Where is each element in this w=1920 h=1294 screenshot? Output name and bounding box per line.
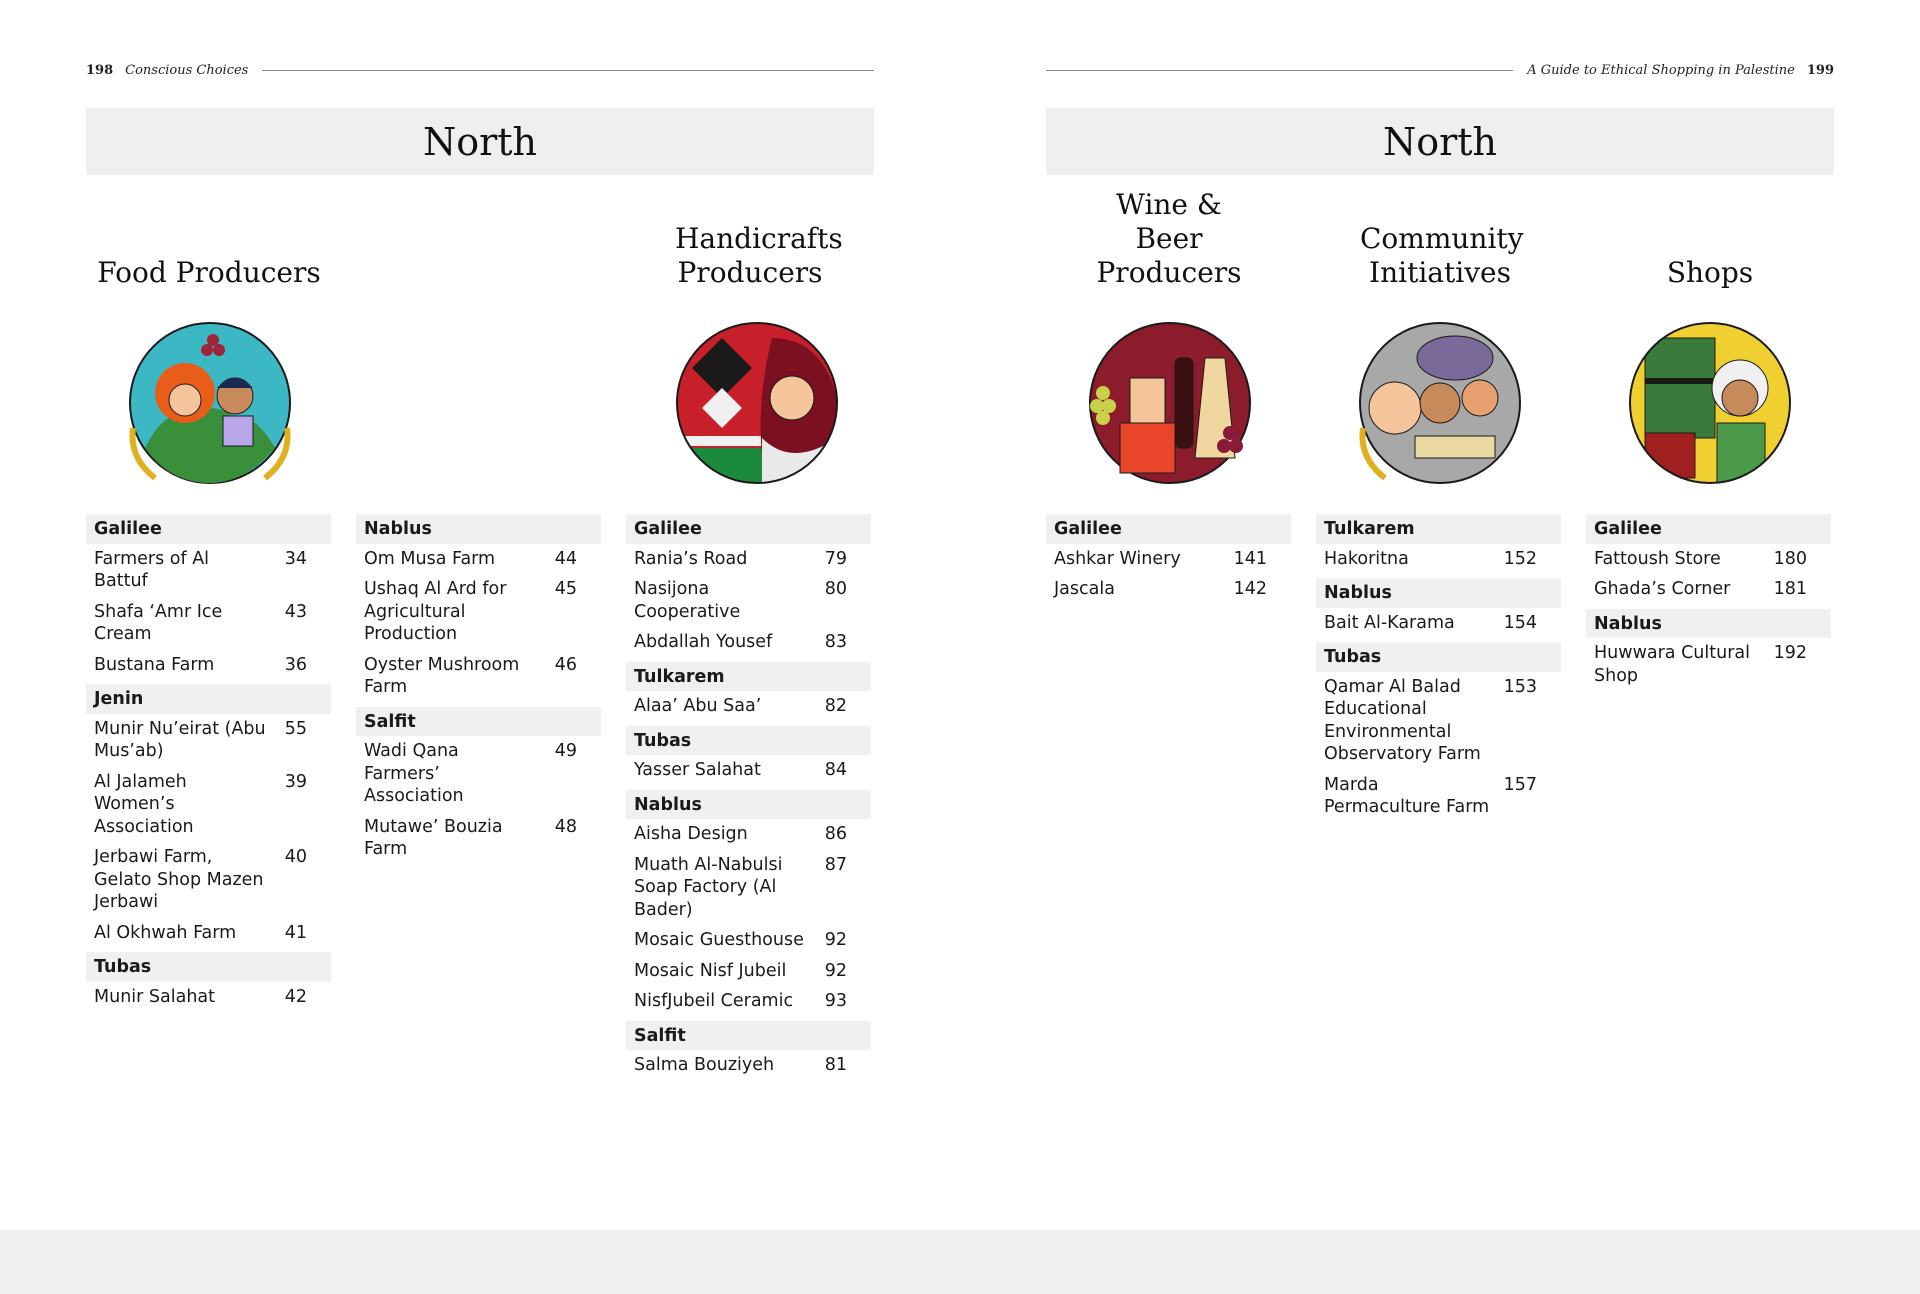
region-header: Nablus (1316, 578, 1561, 608)
left-page-number: 198 (86, 62, 114, 78)
list-item[interactable]: Bustana Farm 36 (94, 654, 307, 675)
region-group (1316, 642, 1561, 819)
region-header: Tubas (1316, 642, 1561, 672)
left-page (0, 0, 960, 1230)
list-item[interactable]: Ghada’s Corner 181 (1594, 579, 1807, 599)
list-item[interactable]: Muath Al-Nabulsi Soap Factory (Al Bader) 87 (634, 854, 847, 920)
list-item[interactable]: Fattoush Store 180 (1594, 548, 1807, 569)
footer-band (0, 1230, 1920, 1294)
list-item[interactable]: Nasijona Cooperative 80 (634, 579, 847, 622)
list-item[interactable]: Mutawe’ Bouzia Farm 48 (364, 816, 577, 859)
category-title-community: Community Initiatives (1360, 222, 1524, 289)
list-item[interactable]: Wadi Qana Farmers’ Association 49 (364, 741, 577, 806)
region-title: North (1382, 119, 1498, 164)
wine-beer-illustration (1085, 318, 1255, 488)
left-column-3 (626, 514, 871, 1085)
list-item[interactable]: Huwwara Cultural Shop 192 (1594, 643, 1807, 686)
right-column-3 (1586, 514, 1831, 695)
list-item[interactable]: NisfJubeil Ceramic 93 (634, 991, 847, 1011)
region-header: Nablus (626, 790, 871, 820)
list-item[interactable]: Mosaic Nisf Jubeil 92 (634, 960, 847, 981)
region-group (626, 1021, 871, 1077)
region-header: Salfit (626, 1021, 871, 1051)
right-book-title: A Guide to Ethical Shopping in Palestine (1527, 62, 1795, 78)
list-item[interactable]: Munir Salahat 42 (94, 986, 307, 1007)
region-group (1046, 514, 1291, 601)
region-group (356, 707, 601, 861)
region-header: Tulkarem (626, 662, 871, 692)
region-banner (86, 108, 874, 175)
region-group (626, 790, 871, 1013)
left-column-1 (86, 514, 331, 1016)
shops-illustration (1625, 318, 1795, 488)
list-item[interactable]: Shafa ‘Amr Ice Cream 43 (94, 601, 307, 644)
list-item[interactable]: Al Okhwah Farm 41 (94, 922, 307, 943)
list-item[interactable]: Jerbawi Farm, Gelato Shop Mazen Jerbawi 40 (94, 847, 307, 912)
region-header: Galilee (1586, 514, 1831, 544)
list-item[interactable]: Marda Permaculture Farm 157 (1324, 774, 1537, 817)
region-banner (1046, 108, 1834, 175)
region-group (86, 952, 331, 1008)
list-item[interactable]: Ashkar Winery 141 (1054, 548, 1267, 569)
category-title-food-producers: Food Producers (97, 256, 321, 289)
right-page-number: 199 (1806, 62, 1834, 78)
region-group (626, 726, 871, 782)
region-header: Nablus (356, 514, 601, 544)
list-item[interactable]: Qamar Al Balad Educational Environmental Observatory Farm 153 (1324, 676, 1537, 764)
region-header: Jenin (86, 684, 331, 714)
region-group (1586, 514, 1831, 601)
list-item[interactable]: Ushaq Al Ard for Agricultural Production 45 (364, 579, 577, 644)
category-title-shops: Shops (1666, 256, 1754, 289)
category-title-wine-beer: Wine & Beer Producers (1096, 188, 1242, 289)
region-header: Galilee (626, 514, 871, 544)
region-group (626, 662, 871, 718)
region-header: Galilee (1046, 514, 1291, 544)
region-header: Salfit (356, 707, 601, 737)
region-header: Tubas (626, 726, 871, 756)
right-column-1 (1046, 514, 1291, 609)
region-header: Tulkarem (1316, 514, 1561, 544)
list-item[interactable]: Munir Nu’eirat (Abu Mus’ab) 55 (94, 718, 307, 761)
region-title: North (422, 119, 538, 164)
region-group (626, 514, 871, 654)
region-header: Nablus (1586, 609, 1831, 639)
list-item[interactable]: Jascala 142 (1054, 579, 1267, 599)
region-group (356, 514, 601, 699)
region-group (1316, 514, 1561, 570)
list-item[interactable]: Al Jalameh Women’s Association 39 (94, 771, 307, 837)
list-item[interactable]: Mosaic Guesthouse 92 (634, 930, 847, 950)
list-item[interactable]: Rania’s Road 79 (634, 548, 847, 569)
header-rule (1046, 70, 1513, 71)
region-group (1586, 609, 1831, 688)
list-item[interactable]: Aisha Design 86 (634, 824, 847, 844)
region-header: Tubas (86, 952, 331, 982)
food-producers-illustration (125, 318, 295, 488)
category-title-handicrafts: Handicrafts Producers (675, 222, 843, 289)
region-header: Galilee (86, 514, 331, 544)
region-group (1316, 578, 1561, 634)
list-item[interactable]: Hakoritna 152 (1324, 548, 1537, 569)
list-item[interactable]: Oyster Mushroom Farm 46 (364, 654, 577, 697)
region-group (86, 684, 331, 944)
community-illustration (1355, 318, 1525, 488)
list-item[interactable]: Alaa’ Abu Saa’ 82 (634, 696, 847, 716)
region-group (86, 514, 331, 676)
list-item[interactable]: Abdallah Yousef 83 (634, 632, 847, 652)
header-rule (262, 70, 874, 71)
handicrafts-illustration (672, 318, 842, 488)
left-book-title: Conscious Choices (125, 62, 249, 78)
list-item[interactable]: Yasser Salahat 84 (634, 760, 847, 780)
list-item[interactable]: Farmers of Al Battuf 34 (94, 548, 307, 591)
left-running-head (86, 60, 874, 80)
list-item[interactable]: Bait Al-Karama 154 (1324, 612, 1537, 633)
right-running-head (1046, 60, 1834, 80)
list-item[interactable]: Salma Bouziyeh 81 (634, 1055, 847, 1075)
list-item[interactable]: Om Musa Farm 44 (364, 548, 577, 569)
right-column-2 (1316, 514, 1561, 827)
right-page (960, 0, 1920, 1230)
left-column-2 (356, 514, 601, 869)
